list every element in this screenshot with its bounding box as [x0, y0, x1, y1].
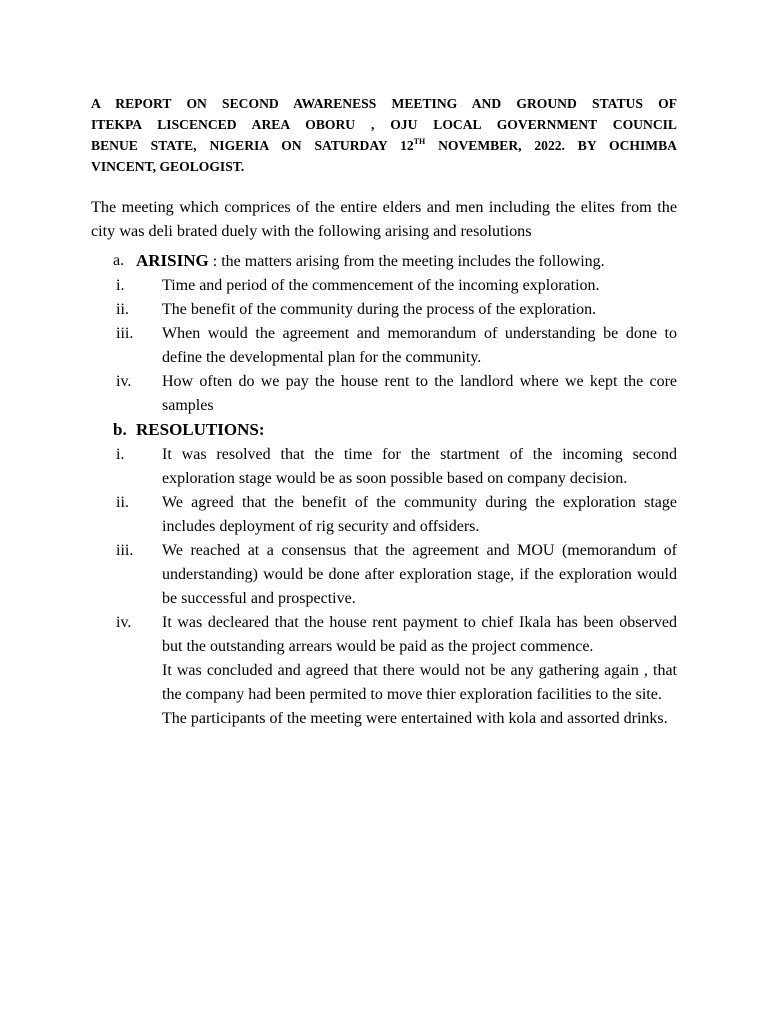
arising-text: : the matters arising from the meeting includes the following.	[208, 253, 605, 270]
item-text: Time and period of the commencement of the incoming exploration.	[162, 277, 600, 294]
item-number: ii.	[116, 494, 129, 511]
title-line-3-post: NOVEMBER, 2022. BY OCHIMBA	[425, 138, 677, 153]
list-item	[91, 539, 677, 611]
item-number: iv.	[116, 373, 132, 390]
item-text: It was resolved that the time for the startment of the incoming second exploration stage would be as soon possible based on company decision.	[162, 446, 677, 487]
list-item	[91, 443, 677, 491]
item-text: It was decleared that the house rent payment to chief Ikala has been observed but the outstanding arrears would be paid as the project commence.	[162, 614, 677, 655]
title-superscript: TH	[413, 137, 426, 146]
list-item	[91, 298, 677, 322]
closing-paragraph: The participants of the meeting were entertained with kola and assorted drinks.	[162, 710, 668, 727]
resolutions-label: b.	[113, 420, 127, 439]
list-item	[91, 491, 677, 539]
closing-paragraph: It was concluded and agreed that there would not be any gathering again , that the company had been permited to move thier exploration facilities to the site.	[162, 662, 677, 703]
resolutions-heading	[91, 418, 677, 443]
item-text: The benefit of the community during the process of the exploration.	[162, 301, 597, 318]
item-number: i.	[116, 446, 125, 463]
item-number: i.	[116, 277, 125, 294]
item-number: ii.	[116, 301, 129, 318]
item-number: iii.	[116, 325, 134, 342]
list-item	[91, 274, 677, 298]
title-line-3-pre: BENUE STATE, NIGERIA ON SATURDAY 12	[91, 138, 414, 153]
title-line-4: VINCENT, GEOLOGIST.	[91, 159, 245, 174]
item-number: iv.	[116, 614, 132, 631]
report-title	[91, 93, 677, 177]
item-text: We reached at a consensus that the agreement and MOU (memorandum of understanding) would be done after exploration stage, if the exploration would be successful and prospective.	[162, 542, 677, 607]
list-item	[91, 370, 677, 418]
item-number: iii.	[116, 542, 134, 559]
title-line-1: A REPORT ON SECOND AWARENESS MEETING AND GROUND STATUS OF	[91, 96, 677, 111]
intro-paragraph: The meeting which comprices of the entire elders and men including the elites from the city was deli brated duely with the following arising and resolutions	[91, 198, 677, 240]
arising-label: a.	[113, 252, 125, 269]
title-line-3	[91, 135, 677, 156]
resolutions-title: RESOLUTIONS:	[136, 420, 265, 439]
document-page	[91, 93, 677, 731]
list-item	[91, 611, 677, 659]
title-line-2: ITEKPA LISCENCED AREA OBORU , OJU LOCAL GOVERNMENT COUNCIL	[91, 117, 677, 132]
item-text: How often do we pay the house rent to the landlord where we kept the core samples	[162, 373, 677, 414]
list-item	[91, 322, 677, 370]
arising-title: ARISING	[136, 251, 209, 270]
item-text: We agreed that the benefit of the community during the exploration stage includes deployment of rig security and offsiders.	[162, 494, 677, 535]
arising-heading	[91, 249, 677, 274]
item-text: When would the agreement and memorandum of understanding be done to define the developmental plan for the community.	[162, 325, 677, 366]
